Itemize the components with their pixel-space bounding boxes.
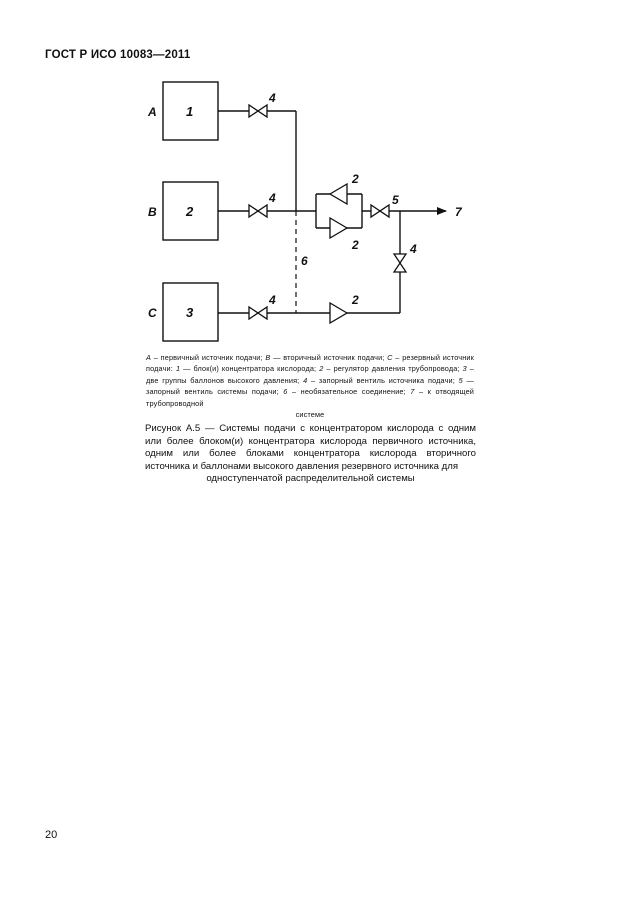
box-3-label: 3 [186, 305, 194, 320]
shutoff-valve-top [249, 105, 267, 117]
legend-text [146, 353, 474, 408]
legend-key: A [146, 353, 152, 362]
legend-key: B [265, 353, 271, 362]
figure-legend [146, 352, 474, 420]
label-optional-link-6: 6 [301, 254, 308, 268]
system-shutoff-valve [371, 205, 389, 217]
legend-key: C [387, 353, 393, 362]
pressure-regulator-bottom [330, 303, 347, 323]
legend-description: – необязательное соединение; [287, 387, 411, 397]
box-2-label: 2 [186, 204, 194, 219]
legend-key: 7 [410, 387, 415, 397]
label-regulator-2-upper: 2 [352, 172, 359, 186]
caption-text: Рисунок А.5 — Системы подачи с концентратором кислорода с одним или более блоком(и) концентратора кислорода первичного источника, одним или более блоками концентратора кислорода вторичного источника и баллонами высокого давления резервного источника для [145, 423, 476, 472]
label-valve-4-middle: 4 [269, 191, 276, 205]
legend-description: – регулятор давления трубопровода; [323, 364, 463, 374]
source-label-c: C [148, 306, 157, 320]
label-regulator-2-bottom: 2 [352, 293, 359, 307]
label-valve-4-vertical: 4 [410, 242, 417, 256]
page-number: 20 [45, 829, 58, 841]
shutoff-valve-vertical [394, 254, 406, 272]
legend-description: – запорный вентиль источника подачи; [307, 375, 459, 385]
legend-key: 2 [319, 364, 324, 374]
box-1-label: 1 [186, 104, 194, 119]
legend-description: – две группы баллонов высокого давления; [146, 364, 475, 385]
figure-caption [145, 423, 476, 486]
caption-last-line: одноступенчатой распределительной системы [206, 473, 415, 485]
legend-key: 5 [458, 375, 463, 385]
label-valve-4-top: 4 [269, 91, 276, 105]
legend-description: — запорный вентиль системы подачи; [146, 375, 475, 397]
pressure-regulator-lower [330, 218, 347, 238]
legend-key: 4 [303, 375, 308, 385]
legend-description: – резервный источник подачи: [146, 353, 474, 374]
legend-description: – к отводящей трубопроводной [146, 387, 475, 408]
label-outlet-7: 7 [455, 205, 462, 219]
legend-key: 6 [283, 387, 288, 397]
label-valve-4-bottom: 4 [269, 293, 276, 307]
shutoff-valve-middle [249, 205, 267, 217]
valve-labels [268, 91, 463, 307]
shutoff-valve-bottom [249, 307, 267, 319]
legend-description: — вторичный источник подачи; [270, 353, 388, 362]
legend-description: — блок(и) концентратора кислорода; [180, 364, 320, 374]
pressure-regulator-upper [330, 184, 347, 204]
label-regulator-2-lower: 2 [352, 238, 359, 252]
source-label-a: A [148, 105, 157, 119]
legend-key: 3 [462, 364, 467, 374]
legend-description: – первичный источник подачи; [151, 353, 266, 362]
legend-key: 1 [175, 364, 181, 374]
source-label-b: B [148, 205, 157, 219]
legend-last-line: системе [295, 410, 325, 420]
source-labels [147, 105, 157, 320]
document-header: ГОСТ Р ИСО 10083—2011 [45, 49, 191, 61]
label-valve-5: 5 [392, 193, 399, 207]
